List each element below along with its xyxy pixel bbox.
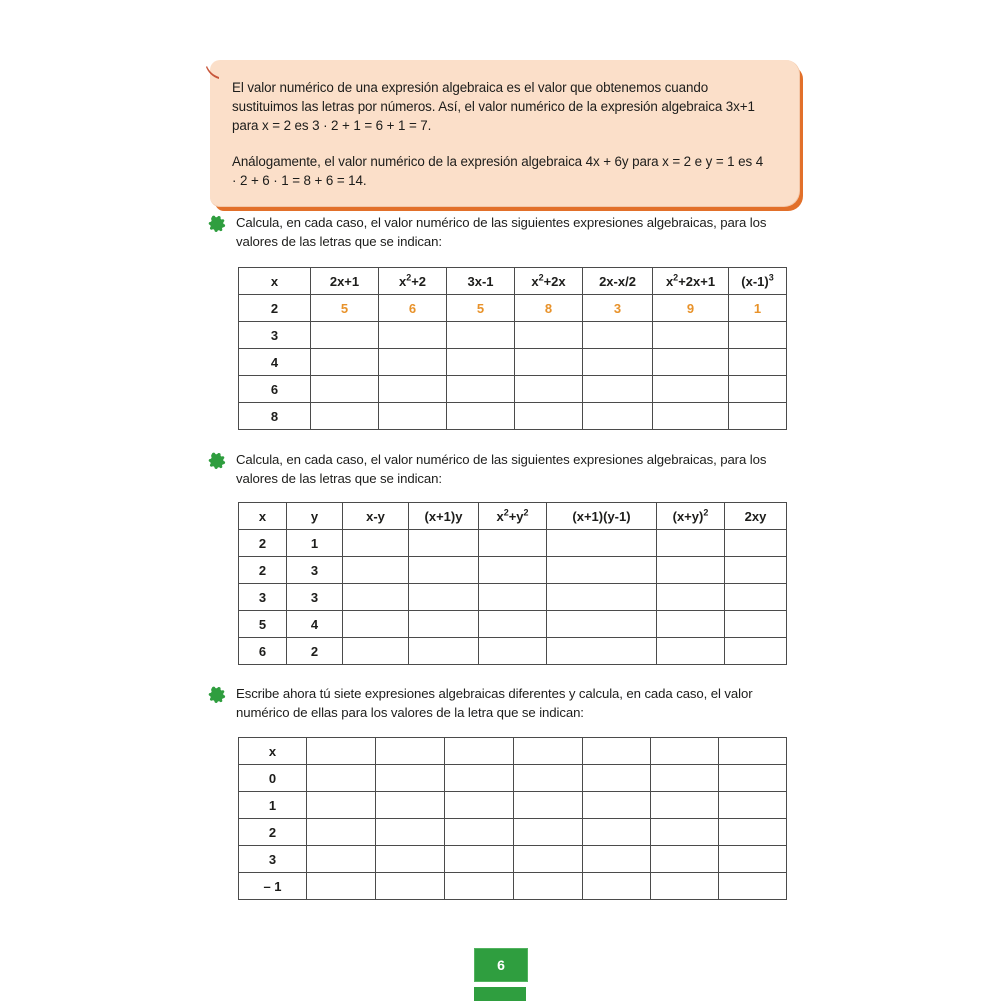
blank-cell[interactable] bbox=[307, 846, 376, 873]
column-header: 2xy bbox=[725, 503, 787, 530]
blank-cell[interactable] bbox=[409, 584, 479, 611]
blank-cell[interactable] bbox=[653, 376, 729, 403]
column-header: $(x-1)^3$ bbox=[729, 268, 787, 295]
blank-cell[interactable] bbox=[657, 584, 725, 611]
table-header-row bbox=[239, 503, 787, 530]
blank-cell[interactable] bbox=[719, 792, 787, 819]
blank-cell[interactable] bbox=[725, 557, 787, 584]
blank-cell[interactable] bbox=[653, 349, 729, 376]
blank-cell[interactable] bbox=[725, 584, 787, 611]
answer-cell: 8 bbox=[515, 295, 583, 322]
blank-cell[interactable] bbox=[583, 322, 653, 349]
answer-cell: 5 bbox=[311, 295, 379, 322]
blank-cell[interactable] bbox=[447, 403, 515, 430]
table-row bbox=[239, 349, 787, 376]
table-row bbox=[239, 295, 787, 322]
table-row bbox=[239, 765, 787, 792]
blank-cell[interactable] bbox=[719, 819, 787, 846]
blank-cell[interactable] bbox=[729, 376, 787, 403]
blank-cell[interactable] bbox=[653, 322, 729, 349]
answer-cell: 1 bbox=[729, 295, 787, 322]
value-cell: 2 bbox=[239, 819, 307, 846]
column-header bbox=[651, 738, 719, 765]
blank-cell[interactable] bbox=[719, 765, 787, 792]
answer-cell: 9 bbox=[653, 295, 729, 322]
table-header-row bbox=[239, 268, 787, 295]
page-footer bbox=[474, 948, 526, 1001]
column-header: 3x-1 bbox=[447, 268, 515, 295]
table-blank-expressions-body bbox=[239, 738, 787, 900]
value-cell: 8 bbox=[239, 403, 311, 430]
blank-cell[interactable] bbox=[445, 819, 514, 846]
value-cell: 1 bbox=[287, 530, 343, 557]
blank-cell[interactable] bbox=[379, 403, 447, 430]
column-header: x-y bbox=[343, 503, 409, 530]
blank-cell[interactable] bbox=[725, 611, 787, 638]
column-header: $(x+y)^2$ bbox=[657, 503, 725, 530]
column-header bbox=[514, 738, 583, 765]
blank-cell[interactable] bbox=[447, 376, 515, 403]
value-cell: 3 bbox=[239, 584, 287, 611]
blank-cell[interactable] bbox=[583, 819, 651, 846]
blank-cell[interactable] bbox=[445, 846, 514, 873]
column-header: x bbox=[239, 268, 311, 295]
column-header: $x^2+y^2$ bbox=[479, 503, 547, 530]
blank-cell[interactable] bbox=[343, 638, 409, 665]
blank-cell[interactable] bbox=[409, 530, 479, 557]
blank-cell[interactable] bbox=[583, 873, 651, 900]
value-cell: 2 bbox=[239, 557, 287, 584]
column-header: $x^2+2x$ bbox=[515, 268, 583, 295]
blank-cell[interactable] bbox=[547, 530, 657, 557]
blank-cell[interactable] bbox=[514, 846, 583, 873]
blank-cell[interactable] bbox=[729, 403, 787, 430]
column-header: (x+1)(y-1) bbox=[547, 503, 657, 530]
blank-cell[interactable] bbox=[651, 765, 719, 792]
exercise-3 bbox=[208, 684, 800, 722]
blank-cell[interactable] bbox=[657, 638, 725, 665]
blank-cell[interactable] bbox=[376, 792, 445, 819]
blank-cell[interactable] bbox=[657, 611, 725, 638]
value-cell: 4 bbox=[287, 611, 343, 638]
table-blank-expressions bbox=[238, 737, 787, 900]
green-puzzle-icon bbox=[208, 214, 226, 232]
column-header bbox=[583, 738, 651, 765]
page-curl-icon bbox=[205, 64, 225, 86]
blank-cell[interactable] bbox=[376, 873, 445, 900]
green-puzzle-icon bbox=[208, 685, 226, 703]
table-two-variables-body bbox=[239, 503, 787, 665]
column-header bbox=[307, 738, 376, 765]
blank-cell[interactable] bbox=[514, 819, 583, 846]
exercise-3-text: Escribe ahora tú siete expresiones algebraicas diferentes y calcula, en cada caso, el valor numérico de ellas para los valores de la letra que se indican: bbox=[236, 686, 753, 720]
value-cell: 0 bbox=[239, 765, 307, 792]
blank-cell[interactable] bbox=[311, 376, 379, 403]
table-one-variable bbox=[238, 267, 787, 430]
blank-cell[interactable] bbox=[379, 322, 447, 349]
blank-cell[interactable] bbox=[445, 765, 514, 792]
blank-cell[interactable] bbox=[583, 376, 653, 403]
blank-cell[interactable] bbox=[725, 530, 787, 557]
value-cell: 3 bbox=[239, 846, 307, 873]
blank-cell[interactable] bbox=[479, 530, 547, 557]
blank-cell[interactable] bbox=[651, 846, 719, 873]
blank-cell[interactable] bbox=[479, 611, 547, 638]
value-cell: 6 bbox=[239, 638, 287, 665]
blank-cell[interactable] bbox=[547, 638, 657, 665]
blank-cell[interactable] bbox=[376, 765, 445, 792]
blank-cell[interactable] bbox=[307, 873, 376, 900]
blank-cell[interactable] bbox=[547, 584, 657, 611]
blank-cell[interactable] bbox=[651, 873, 719, 900]
blank-cell[interactable] bbox=[343, 611, 409, 638]
table-row bbox=[239, 611, 787, 638]
blank-cell[interactable] bbox=[307, 792, 376, 819]
table-row bbox=[239, 792, 787, 819]
answer-cell: 3 bbox=[583, 295, 653, 322]
blank-cell[interactable] bbox=[729, 322, 787, 349]
column-header: x bbox=[239, 503, 287, 530]
table-row bbox=[239, 846, 787, 873]
value-cell: 2 bbox=[287, 638, 343, 665]
blank-cell[interactable] bbox=[409, 638, 479, 665]
table-row bbox=[239, 638, 787, 665]
blank-cell[interactable] bbox=[657, 530, 725, 557]
value-cell: 5 bbox=[239, 611, 287, 638]
column-header: 2x-x/2 bbox=[583, 268, 653, 295]
answer-cell: 6 bbox=[379, 295, 447, 322]
intro-paragraph-2: Análogamente, el valor numérico de la expresión algebraica 4x + 6y para x = 2 e y = 1 es 4 · 2 + 6 · 1 = 8 + 6 = 14. bbox=[232, 154, 764, 188]
column-header bbox=[445, 738, 514, 765]
blank-cell[interactable] bbox=[547, 557, 657, 584]
blank-cell[interactable] bbox=[583, 403, 653, 430]
blank-cell[interactable] bbox=[719, 873, 787, 900]
blank-cell[interactable] bbox=[479, 638, 547, 665]
blank-cell[interactable] bbox=[729, 349, 787, 376]
table-row bbox=[239, 557, 787, 584]
intro-callout-box bbox=[210, 60, 800, 207]
table-two-variables bbox=[238, 502, 787, 665]
exercise-2-text: Calcula, en cada caso, el valor numérico de las siguientes expresiones algebraicas, para los valores de las letras que se indican: bbox=[236, 452, 767, 486]
column-header: $x^2+2x+1$ bbox=[653, 268, 729, 295]
blank-cell[interactable] bbox=[479, 584, 547, 611]
blank-cell[interactable] bbox=[583, 349, 653, 376]
blank-cell[interactable] bbox=[447, 349, 515, 376]
value-cell: 2 bbox=[239, 530, 287, 557]
table-row bbox=[239, 873, 787, 900]
blank-cell[interactable] bbox=[719, 846, 787, 873]
column-header: $x^2+2$ bbox=[379, 268, 447, 295]
value-cell: 1 bbox=[239, 792, 307, 819]
blank-cell[interactable] bbox=[376, 846, 445, 873]
blank-cell[interactable] bbox=[311, 322, 379, 349]
answer-cell: 5 bbox=[447, 295, 515, 322]
blank-cell[interactable] bbox=[651, 819, 719, 846]
green-puzzle-icon bbox=[208, 451, 226, 469]
column-header bbox=[719, 738, 787, 765]
blank-cell[interactable] bbox=[311, 403, 379, 430]
blank-cell[interactable] bbox=[514, 792, 583, 819]
table-row bbox=[239, 403, 787, 430]
blank-cell[interactable] bbox=[343, 584, 409, 611]
blank-cell[interactable] bbox=[583, 792, 651, 819]
value-cell: – 1 bbox=[239, 873, 307, 900]
blank-cell[interactable] bbox=[515, 322, 583, 349]
blank-cell[interactable] bbox=[379, 376, 447, 403]
blank-cell[interactable] bbox=[343, 530, 409, 557]
blank-cell[interactable] bbox=[307, 819, 376, 846]
intro-callout bbox=[210, 60, 800, 207]
blank-cell[interactable] bbox=[343, 557, 409, 584]
blank-cell[interactable] bbox=[447, 322, 515, 349]
table-row bbox=[239, 376, 787, 403]
blank-cell[interactable] bbox=[445, 873, 514, 900]
blank-cell[interactable] bbox=[515, 403, 583, 430]
table-row bbox=[239, 584, 787, 611]
blank-cell[interactable] bbox=[653, 403, 729, 430]
exercise-1-text: Calcula, en cada caso, el valor numérico de las siguientes expresiones algebraicas, para los valores de las letras que se indican: bbox=[236, 215, 767, 249]
blank-cell[interactable] bbox=[725, 638, 787, 665]
exercise-2 bbox=[208, 450, 800, 488]
blank-cell[interactable] bbox=[376, 819, 445, 846]
value-cell: 3 bbox=[287, 557, 343, 584]
blank-cell[interactable] bbox=[657, 557, 725, 584]
table-header-row bbox=[239, 738, 787, 765]
column-header: x bbox=[239, 738, 307, 765]
column-header: (x+1)y bbox=[409, 503, 479, 530]
blank-cell[interactable] bbox=[479, 557, 547, 584]
value-cell: 4 bbox=[239, 349, 311, 376]
blank-cell[interactable] bbox=[307, 765, 376, 792]
value-cell: 3 bbox=[239, 322, 311, 349]
blank-cell[interactable] bbox=[515, 376, 583, 403]
blank-cell[interactable] bbox=[651, 792, 719, 819]
value-cell: 3 bbox=[287, 584, 343, 611]
blank-cell[interactable] bbox=[409, 611, 479, 638]
blank-cell[interactable] bbox=[515, 349, 583, 376]
blank-cell[interactable] bbox=[547, 611, 657, 638]
blank-cell[interactable] bbox=[311, 349, 379, 376]
blank-cell[interactable] bbox=[409, 557, 479, 584]
table-one-variable-body bbox=[239, 268, 787, 430]
value-cell: 2 bbox=[239, 295, 311, 322]
blank-cell[interactable] bbox=[445, 792, 514, 819]
footer-bar bbox=[474, 986, 526, 1001]
table-row bbox=[239, 322, 787, 349]
column-header bbox=[376, 738, 445, 765]
blank-cell[interactable] bbox=[583, 765, 651, 792]
intro-paragraph-1: El valor numérico de una expresión algebraica es el valor que obtenemos cuando sustituimos las letras por números. Así, el valor numérico de la expresión algebraica 3x+1 para x = 2 es 3 · 2 + 1 = 6 + 1 = 7. bbox=[232, 80, 755, 133]
table-row bbox=[239, 819, 787, 846]
blank-cell[interactable] bbox=[379, 349, 447, 376]
blank-cell[interactable] bbox=[514, 765, 583, 792]
column-header: y bbox=[287, 503, 343, 530]
value-cell: 6 bbox=[239, 376, 311, 403]
table-row bbox=[239, 530, 787, 557]
exercise-1 bbox=[208, 213, 800, 251]
page-number-badge: 6 bbox=[474, 948, 528, 982]
column-header: 2x+1 bbox=[311, 268, 379, 295]
blank-cell[interactable] bbox=[514, 873, 583, 900]
blank-cell[interactable] bbox=[583, 846, 651, 873]
